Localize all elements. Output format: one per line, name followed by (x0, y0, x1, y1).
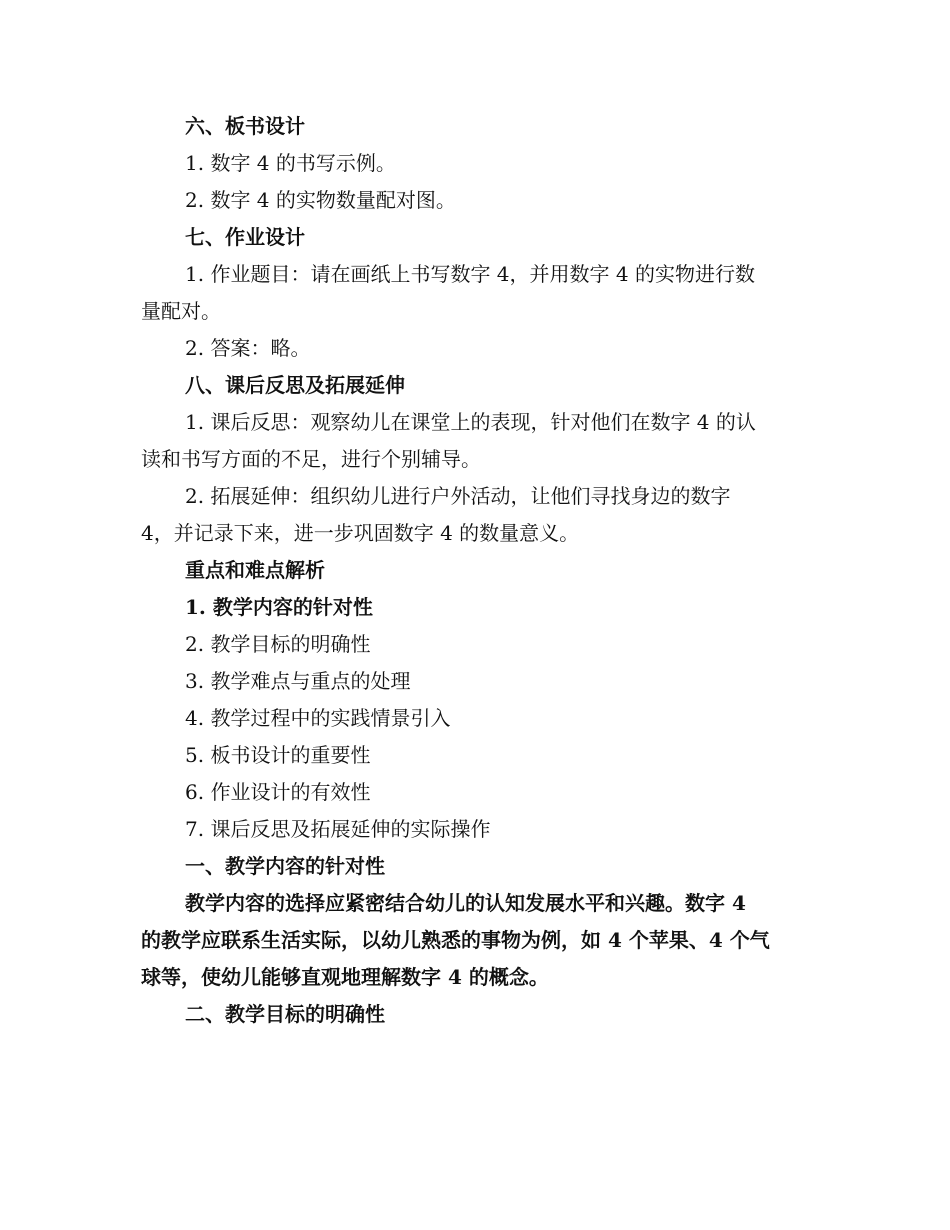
list-item-continuation: 读和书写方面的不足，进行个别辅导。 (141, 447, 481, 471)
part-heading: 二、教学目标的明确性 (185, 1002, 385, 1026)
analysis-point: 6. 作业设计的有效性 (185, 780, 371, 804)
analysis-heading: 重点和难点解析 (185, 558, 325, 582)
analysis-point: 4. 教学过程中的实践情景引入 (185, 706, 451, 730)
list-item: 1. 课后反思：观察幼儿在课堂上的表现，针对他们在数字 4 的认 (185, 410, 756, 434)
list-item: 2. 数字 4 的实物数量配对图。 (185, 188, 456, 212)
list-item: 1. 数字 4 的书写示例。 (185, 151, 396, 175)
list-item: 1. 作业题目：请在画纸上书写数字 4，并用数字 4 的实物进行数 (185, 262, 755, 286)
list-item-continuation: 4，并记录下来，进一步巩固数字 4 的数量意义。 (141, 521, 580, 545)
analysis-point: 2. 教学目标的明确性 (185, 632, 371, 656)
list-item-continuation: 量配对。 (141, 299, 221, 323)
list-item: 2. 拓展延伸：组织幼儿进行户外活动，让他们寻找身边的数字 (185, 484, 731, 508)
list-item: 2. 答案：略。 (185, 336, 311, 360)
section-heading: 七、作业设计 (185, 225, 305, 249)
analysis-point: 1. 教学内容的针对性 (185, 595, 373, 619)
paragraph-line: 教学内容的选择应紧密结合幼儿的认知发展水平和兴趣。数字 4 (185, 891, 746, 915)
paragraph-line: 的教学应联系生活实际，以幼儿熟悉的事物为例，如 4 个苹果、4 个气 (141, 928, 770, 952)
document-body (141, 108, 811, 1033)
analysis-point: 7. 课后反思及拓展延伸的实际操作 (185, 817, 491, 841)
analysis-point: 5. 板书设计的重要性 (185, 743, 371, 767)
section-heading: 六、板书设计 (185, 114, 305, 138)
section-heading: 八、课后反思及拓展延伸 (185, 373, 405, 397)
paragraph-line: 球等，使幼儿能够直观地理解数字 4 的概念。 (141, 965, 549, 989)
part-heading: 一、教学内容的针对性 (185, 854, 385, 878)
analysis-point: 3. 教学难点与重点的处理 (185, 669, 411, 693)
